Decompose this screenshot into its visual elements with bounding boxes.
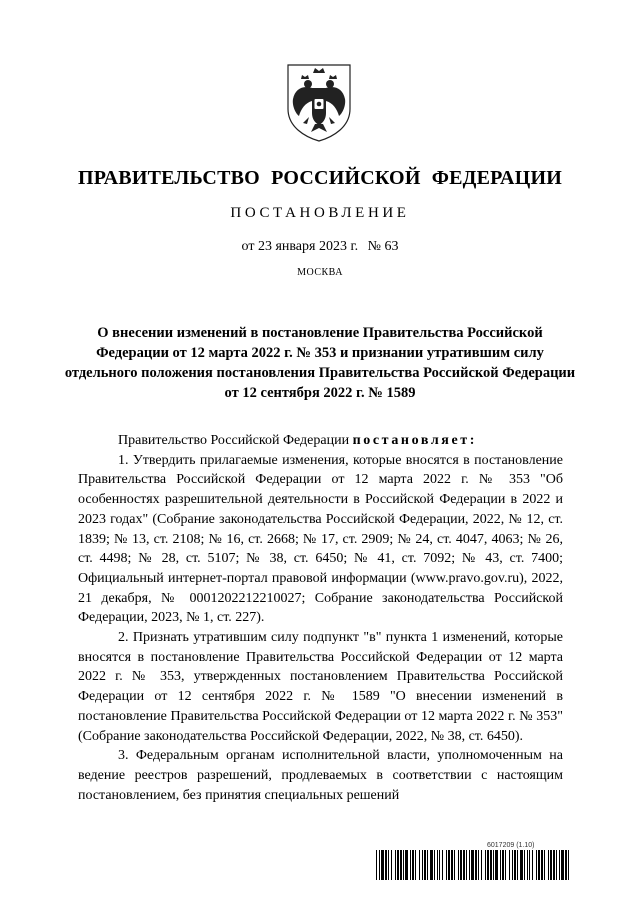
barcode-bar bbox=[434, 850, 435, 880]
barcode-bar bbox=[437, 850, 438, 880]
barcode-bar bbox=[458, 850, 459, 880]
barcode-bar bbox=[471, 850, 474, 880]
barcode-bar bbox=[565, 850, 567, 880]
barcode-bar bbox=[529, 850, 530, 880]
barcode-bar bbox=[395, 850, 396, 880]
barcode-bar bbox=[520, 850, 523, 880]
barcode-bar bbox=[419, 850, 420, 880]
barcode-bar bbox=[463, 850, 465, 880]
barcode-bar bbox=[454, 850, 455, 880]
barcode-bar bbox=[544, 850, 545, 880]
barcode-bar bbox=[451, 850, 453, 880]
barcode-number: 6017209 (1.10) bbox=[487, 842, 535, 849]
barcode-bar bbox=[475, 850, 477, 880]
intro-paragraph bbox=[78, 431, 563, 451]
barcode-icon bbox=[376, 850, 570, 880]
barcode-bar bbox=[512, 850, 513, 880]
barcode-bar bbox=[376, 850, 377, 880]
barcode-bar bbox=[424, 850, 426, 880]
document-body bbox=[78, 431, 563, 805]
barcode-bar bbox=[415, 850, 416, 880]
barcode-bar bbox=[538, 850, 540, 880]
coat-of-arms-icon bbox=[285, 61, 353, 143]
document-city: МОСКВА bbox=[297, 267, 343, 278]
barcode-bar bbox=[430, 850, 433, 880]
paragraph-1: 1. Утвердить прилагаемые изменения, которые вносятся в постановление Правительства Российской Федерации от 12 марта 2022 г. № 353 "Об особенностях разрешительной деятельности в Российской Федерации в 2022 и 2023 годах" (Собрание законодательства Российской Федерации, 2022, № 12, ст. 1839; № 13, ст. 2108; № 16, ст. 2668; № 17, ст. 2909; № 24, ст. 4047, 4063; № 26, ст. 4498; № 28, ст. 5107; № 38, ст. 6450; № 41, ст. 7092; № 43, ст. 7400; Официальный интернет-портал правовой информации (www.pravo.gov.ru), 2022, 21 декабря, № 0001202212210027; Собрание законодательства Российской Федерации, 2023, № 1, ст. 227). bbox=[78, 452, 563, 626]
barcode-bar bbox=[561, 850, 564, 880]
paragraph-3: 3. Федеральным органам исполнительной власти, уполномоченным на ведение реестров разрешений, продлеваемых в соответствии с настоящим постановлением, без принятия специальных решений bbox=[78, 748, 563, 803]
barcode-bar bbox=[536, 850, 537, 880]
barcode-bar bbox=[487, 850, 489, 880]
barcode-bar bbox=[400, 850, 402, 880]
barcode-bar bbox=[548, 850, 549, 880]
barcode-bar bbox=[514, 850, 516, 880]
barcode-bar bbox=[495, 850, 498, 880]
barcode-bar bbox=[481, 850, 482, 880]
intro-spaced-verb: постановляет: bbox=[352, 433, 477, 448]
paragraph-2: 2. Признать утратившим силу подпункт "в" пункта 1 изменений, которые вносятся в постановление Правительства Российской Федерации от 12 марта 2022 г. № 353, утвержденных постановлением Правительства Российской Федерации от 12 сентября 2022 г. № 1589 "О внесении изменений в постановление Правительства Российской Федерации от 12 марта 2022 г. № 353" (Собрание законодательства Российской Федерации, 2022, № 38, ст. 6450). bbox=[78, 630, 563, 744]
document-type: ПОСТАНОВЛЕНИЕ bbox=[230, 205, 410, 221]
barcode-bar bbox=[403, 850, 404, 880]
barcode-bar bbox=[500, 850, 501, 880]
barcode-bar bbox=[493, 850, 494, 880]
barcode-bar bbox=[439, 850, 440, 880]
barcode-bar bbox=[397, 850, 399, 880]
barcode-bar bbox=[412, 850, 414, 880]
barcode-bar bbox=[541, 850, 543, 880]
barcode-bar bbox=[505, 850, 506, 880]
document-date: от 23 января 2023 г. bbox=[241, 239, 359, 254]
barcode-bar bbox=[509, 850, 510, 880]
barcode-bar bbox=[379, 850, 380, 880]
barcode-bar bbox=[448, 850, 450, 880]
barcode-bar bbox=[422, 850, 423, 880]
barcode-bar bbox=[559, 850, 560, 880]
barcode-bar bbox=[490, 850, 492, 880]
barcode-bar bbox=[527, 850, 528, 880]
barcode-bar bbox=[466, 850, 467, 880]
barcode-bar bbox=[469, 850, 470, 880]
barcode-bar bbox=[550, 850, 552, 880]
barcode-bar bbox=[388, 850, 389, 880]
barcode-bar bbox=[427, 850, 428, 880]
barcode-bar bbox=[410, 850, 411, 880]
barcode-bar bbox=[556, 850, 557, 880]
barcode-bar bbox=[553, 850, 555, 880]
document-heading: О внесении изменений в постановление Правительства Российской Федерации от 12 марта 2022 г. № 353 и признании утратившим силу отдельного положения постановления Правительства Российской Федерации от 12 сентября 2022 г. № 1589 bbox=[64, 325, 576, 401]
barcode-bar bbox=[568, 850, 569, 880]
barcode-bar bbox=[524, 850, 525, 880]
barcode-bar bbox=[391, 850, 392, 880]
barcode-bar bbox=[460, 850, 462, 880]
document-number: № 63 bbox=[367, 239, 399, 254]
intro-text: Правительство Российской Федерации bbox=[118, 433, 350, 448]
barcode-bar bbox=[532, 850, 533, 880]
barcode-bar bbox=[478, 850, 479, 880]
barcode-bar bbox=[405, 850, 408, 880]
barcode-bar bbox=[517, 850, 518, 880]
barcode-bar bbox=[485, 850, 486, 880]
document-date-line bbox=[0, 239, 640, 255]
government-title: ПРАВИТЕЛЬСТВО РОССИЙСКОЙ ФЕДЕРАЦИИ bbox=[78, 167, 562, 189]
barcode-bar bbox=[446, 850, 447, 880]
barcode-bar bbox=[442, 850, 443, 880]
barcode-bar bbox=[385, 850, 387, 880]
barcode-bar bbox=[502, 850, 504, 880]
barcode-bar bbox=[381, 850, 384, 880]
